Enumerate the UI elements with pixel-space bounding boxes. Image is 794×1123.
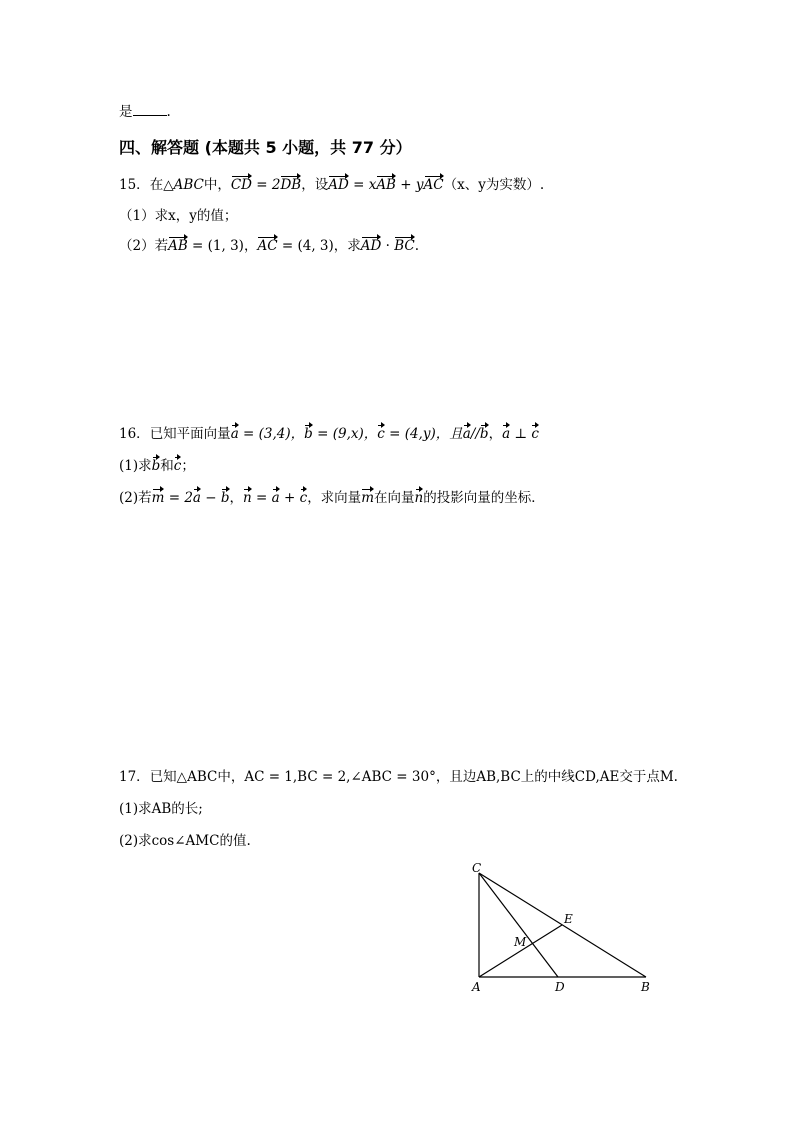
- vector-a-5: a: [271, 490, 280, 506]
- vector-b-2: b: [479, 426, 489, 442]
- vector-ac: AC: [423, 177, 444, 193]
- median-cd: [479, 873, 558, 977]
- q16-number: 16．: [119, 426, 150, 442]
- q15-triangle: △ABC: [163, 177, 204, 193]
- vector-c: c: [377, 426, 385, 442]
- vector-ad: AD: [328, 177, 349, 193]
- vector-db: DB: [280, 177, 302, 193]
- q15-p2-a: （2）若: [119, 238, 169, 254]
- q16-p2-s1: = 2: [164, 490, 193, 506]
- q15-eq2: = x: [348, 177, 377, 193]
- q17-number: 17．: [119, 769, 150, 785]
- vector-a: a: [230, 426, 239, 442]
- q15-plus: + y: [395, 177, 424, 193]
- perp-symbol: ⊥: [510, 426, 532, 442]
- q16-part2: [119, 490, 545, 506]
- q16-p1-c: ；: [181, 458, 195, 474]
- q15-p2-b: = (1, 3)，: [187, 238, 258, 254]
- q15-text-d: （x、y为实数）.: [443, 177, 545, 193]
- vector-bc-2: BC: [394, 238, 415, 254]
- q15-stem: [119, 177, 544, 193]
- q16-p2-s8: 的投影向量的坐标．: [423, 490, 545, 506]
- q15-p2-d: .: [414, 238, 420, 254]
- median-ae: [479, 925, 562, 977]
- q16-p1-b: 和: [160, 458, 174, 474]
- q16-p1-a: (1)求: [119, 458, 152, 474]
- q15-text-c: ，设: [301, 177, 329, 193]
- carryover-tail: .: [166, 104, 171, 120]
- label-d: D: [555, 980, 565, 994]
- section-heading: 四、解答题 (本题共 5 小题，共 77 分）: [119, 138, 412, 157]
- q17-stem: [119, 769, 678, 785]
- q15-text-b: 中，: [203, 177, 231, 193]
- answer-blank[interactable]: [133, 103, 167, 116]
- vector-m: m: [151, 490, 165, 506]
- vector-c-4: c: [299, 490, 308, 506]
- vector-n-2: n: [414, 490, 424, 506]
- q16-text-a: 已知平面向量: [149, 426, 231, 442]
- vector-cd: CD: [230, 177, 252, 193]
- label-c: C: [472, 861, 482, 875]
- carryover-line: [119, 103, 171, 120]
- q16-stem: [119, 426, 539, 442]
- q16-p2-s2: −: [200, 490, 221, 506]
- q17-part2: (2)求cos∠AMC的值.: [119, 833, 251, 849]
- q16-s4: ，: [488, 426, 503, 442]
- vector-c-3: c: [173, 458, 182, 474]
- vector-a-2: a: [462, 426, 471, 442]
- vector-n: n: [243, 490, 252, 506]
- q16-p2-s6: ，求向量: [307, 490, 362, 506]
- carryover-text: 是: [119, 104, 133, 120]
- q15-number: 15．: [119, 177, 150, 193]
- label-b: B: [641, 980, 650, 994]
- q16-s1: = (3,4)，: [238, 426, 305, 442]
- parallel-symbol: //: [470, 426, 480, 442]
- q15-part2: [119, 238, 419, 254]
- vector-ab: AB: [376, 177, 396, 193]
- q16-p2-s4: =: [251, 490, 272, 506]
- q15-part1: （1）求x，y的值；: [119, 208, 238, 224]
- q15-text-a: 在: [149, 177, 164, 193]
- q17-part1: (1)求AB的长;: [119, 801, 203, 817]
- vector-b: b: [304, 426, 313, 442]
- vector-b-4: b: [220, 490, 230, 506]
- vector-ad-2: AD: [360, 238, 382, 254]
- q16-s2: = (9,x)，: [312, 426, 378, 442]
- vector-ab-2: AB: [168, 238, 188, 254]
- vector-a-3: a: [502, 426, 511, 442]
- q16-s3: = (4,y)，且: [384, 426, 463, 442]
- label-a: A: [472, 980, 481, 994]
- q16-p2-a: (2)若: [119, 490, 152, 506]
- vector-m-2: m: [361, 490, 374, 506]
- q15-eq1: = 2: [251, 177, 281, 193]
- label-e: E: [564, 912, 573, 926]
- dot-operator: ·: [381, 238, 395, 254]
- label-m: M: [514, 935, 527, 949]
- q16-p2-s3: ，: [229, 490, 244, 506]
- vector-b-3: b: [151, 458, 161, 474]
- vector-a-4: a: [192, 490, 201, 506]
- triangle-figure: [460, 860, 660, 1000]
- vector-ac-2: AC: [257, 238, 278, 254]
- q16-p2-s7: 在向量: [374, 490, 415, 506]
- q17-text: 已知△ABC中，AC = 1,BC = 2,∠ABC = 30°，且边AB,BC上的中线CD,AE交于点M.: [149, 769, 678, 785]
- q16-part1: [119, 458, 195, 474]
- q15-p2-c: = (4, 3)，求: [277, 238, 361, 254]
- vector-c-2: c: [531, 426, 539, 442]
- q16-p2-s5: +: [279, 490, 300, 506]
